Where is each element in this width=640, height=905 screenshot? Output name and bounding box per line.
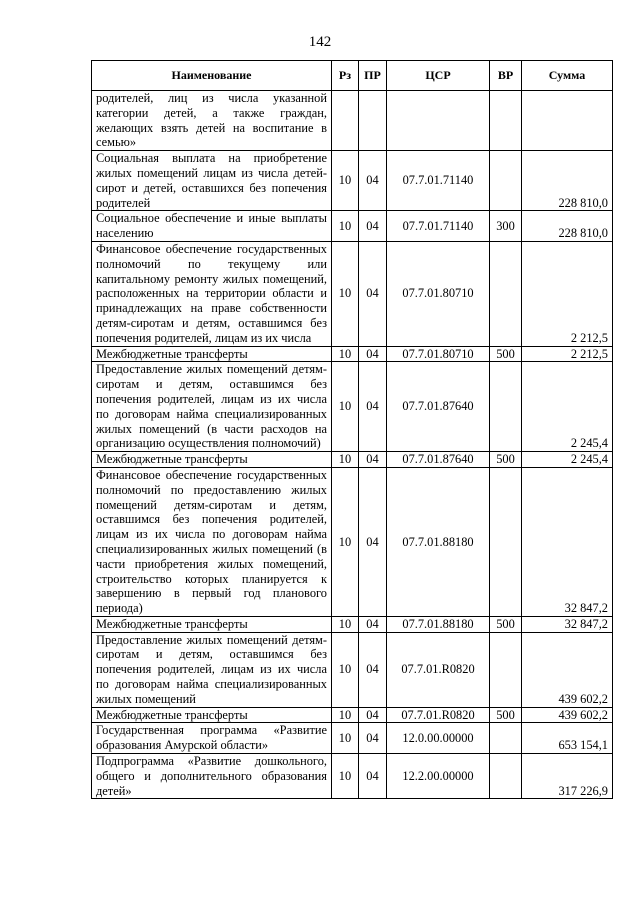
row-sum: 2 212,5 (522, 346, 613, 362)
row-sum: 32 847,2 (522, 467, 613, 616)
table-row (92, 211, 613, 242)
table-row (92, 452, 613, 468)
row-name: Подпрограмма «Развитие дошкольного, общего и дополнительного образования детей» (92, 754, 332, 799)
row-csr: 07.7.01.71140 (387, 151, 490, 211)
header-pr: ПР (359, 61, 387, 91)
row-name: родителей, лиц из числа указанной категории детей, а также граждан, желающих взять детей на воспитание в семью» (92, 91, 332, 151)
row-csr: 07.7.01.80710 (387, 346, 490, 362)
row-csr: 07.7.01.R0820 (387, 707, 490, 723)
row-pr: 04 (359, 632, 387, 707)
row-csr: 07.7.01.R0820 (387, 632, 490, 707)
table-row (92, 754, 613, 799)
row-vr: 500 (490, 452, 522, 468)
row-name: Межбюджетные трансферты (92, 707, 332, 723)
row-vr (490, 723, 522, 754)
row-rz: 10 (332, 723, 359, 754)
row-sum: 2 245,4 (522, 362, 613, 452)
row-vr: 500 (490, 707, 522, 723)
row-name: Предоставление жилых помещений детям-сиротам и детям, оставшимся без попечения родителей, лицам из их числа по договорам найма специализированных жилых помещений (в части расходов на организацию осуществления полномочий) (92, 362, 332, 452)
row-name: Межбюджетные трансферты (92, 452, 332, 468)
table-row (92, 346, 613, 362)
table-header-row (92, 61, 613, 91)
row-pr: 04 (359, 616, 387, 632)
row-vr (490, 467, 522, 616)
row-vr (490, 632, 522, 707)
header-rz: Рз (332, 61, 359, 91)
row-pr: 04 (359, 346, 387, 362)
row-sum: 439 602,2 (522, 632, 613, 707)
table-row (92, 91, 613, 151)
row-csr: 07.7.01.87640 (387, 362, 490, 452)
row-rz: 10 (332, 616, 359, 632)
row-pr: 04 (359, 723, 387, 754)
row-vr: 500 (490, 616, 522, 632)
row-sum (522, 91, 613, 151)
row-name: Финансовое обеспечение государственных полномочий по предоставлению жилых помещений детям-сиротам и детям, оставшимся без попечения родителей, лицам из их числа по договорам найма специализированных жилых помещений (в части приобретения жилых помещений, строительство которых планируется к завершению в первый год планового периода) (92, 467, 332, 616)
table-row (92, 616, 613, 632)
row-csr: 12.0.00.00000 (387, 723, 490, 754)
row-sum: 317 226,9 (522, 754, 613, 799)
row-pr: 04 (359, 452, 387, 468)
row-rz: 10 (332, 632, 359, 707)
row-csr: 07.7.01.80710 (387, 241, 490, 346)
row-pr: 04 (359, 467, 387, 616)
row-name: Финансовое обеспечение государственных полномочий по текущему или капитальному ремонту жилых помещений, расположенных на территории области и принадлежащих на праве собственности детям-сиротам и детям, оставшимся без попечения родителей, лицам из их числа (92, 241, 332, 346)
row-pr: 04 (359, 754, 387, 799)
row-vr: 500 (490, 346, 522, 362)
row-vr (490, 754, 522, 799)
row-csr: 12.2.00.00000 (387, 754, 490, 799)
row-rz (332, 91, 359, 151)
header-vr: ВР (490, 61, 522, 91)
row-vr (490, 241, 522, 346)
row-pr: 04 (359, 241, 387, 346)
row-sum: 439 602,2 (522, 707, 613, 723)
row-rz: 10 (332, 754, 359, 799)
row-sum: 2 212,5 (522, 241, 613, 346)
row-sum: 228 810,0 (522, 211, 613, 242)
row-rz: 10 (332, 707, 359, 723)
row-pr: 04 (359, 707, 387, 723)
row-pr (359, 91, 387, 151)
row-pr: 04 (359, 151, 387, 211)
header-name: Наименование (92, 61, 332, 91)
header-sum: Сумма (522, 61, 613, 91)
row-sum: 2 245,4 (522, 452, 613, 468)
row-sum: 32 847,2 (522, 616, 613, 632)
row-vr (490, 362, 522, 452)
row-pr: 04 (359, 211, 387, 242)
row-vr: 300 (490, 211, 522, 242)
table-row (92, 723, 613, 754)
row-sum: 228 810,0 (522, 151, 613, 211)
table-row (92, 707, 613, 723)
row-rz: 10 (332, 467, 359, 616)
row-csr: 07.7.01.71140 (387, 211, 490, 242)
row-vr (490, 91, 522, 151)
table-row (92, 151, 613, 211)
row-name: Социальная выплата на приобретение жилых помещений лицам из числа детей-сирот и детей, оставшихся без попечения родителей (92, 151, 332, 211)
row-vr (490, 151, 522, 211)
row-rz: 10 (332, 362, 359, 452)
row-csr (387, 91, 490, 151)
row-name: Социальное обеспечение и иные выплаты населению (92, 211, 332, 242)
row-name: Межбюджетные трансферты (92, 616, 332, 632)
row-sum: 653 154,1 (522, 723, 613, 754)
table-row (92, 241, 613, 346)
row-csr: 07.7.01.88180 (387, 467, 490, 616)
row-csr: 07.7.01.88180 (387, 616, 490, 632)
budget-table (91, 60, 613, 799)
header-csr: ЦСР (387, 61, 490, 91)
row-rz: 10 (332, 452, 359, 468)
page-number: 142 (308, 34, 332, 50)
row-name: Предоставление жилых помещений детям-сиротам и детям, оставшимся без попечения родителей, лицам из их числа по договорам найма специализированных жилых помещений (92, 632, 332, 707)
table-row (92, 467, 613, 616)
row-csr: 07.7.01.87640 (387, 452, 490, 468)
row-rz: 10 (332, 346, 359, 362)
row-name: Государственная программа «Развитие образования Амурской области» (92, 723, 332, 754)
row-rz: 10 (332, 211, 359, 242)
row-pr: 04 (359, 362, 387, 452)
row-rz: 10 (332, 241, 359, 346)
row-name: Межбюджетные трансферты (92, 346, 332, 362)
table-row (92, 632, 613, 707)
row-rz: 10 (332, 151, 359, 211)
table-row (92, 362, 613, 452)
